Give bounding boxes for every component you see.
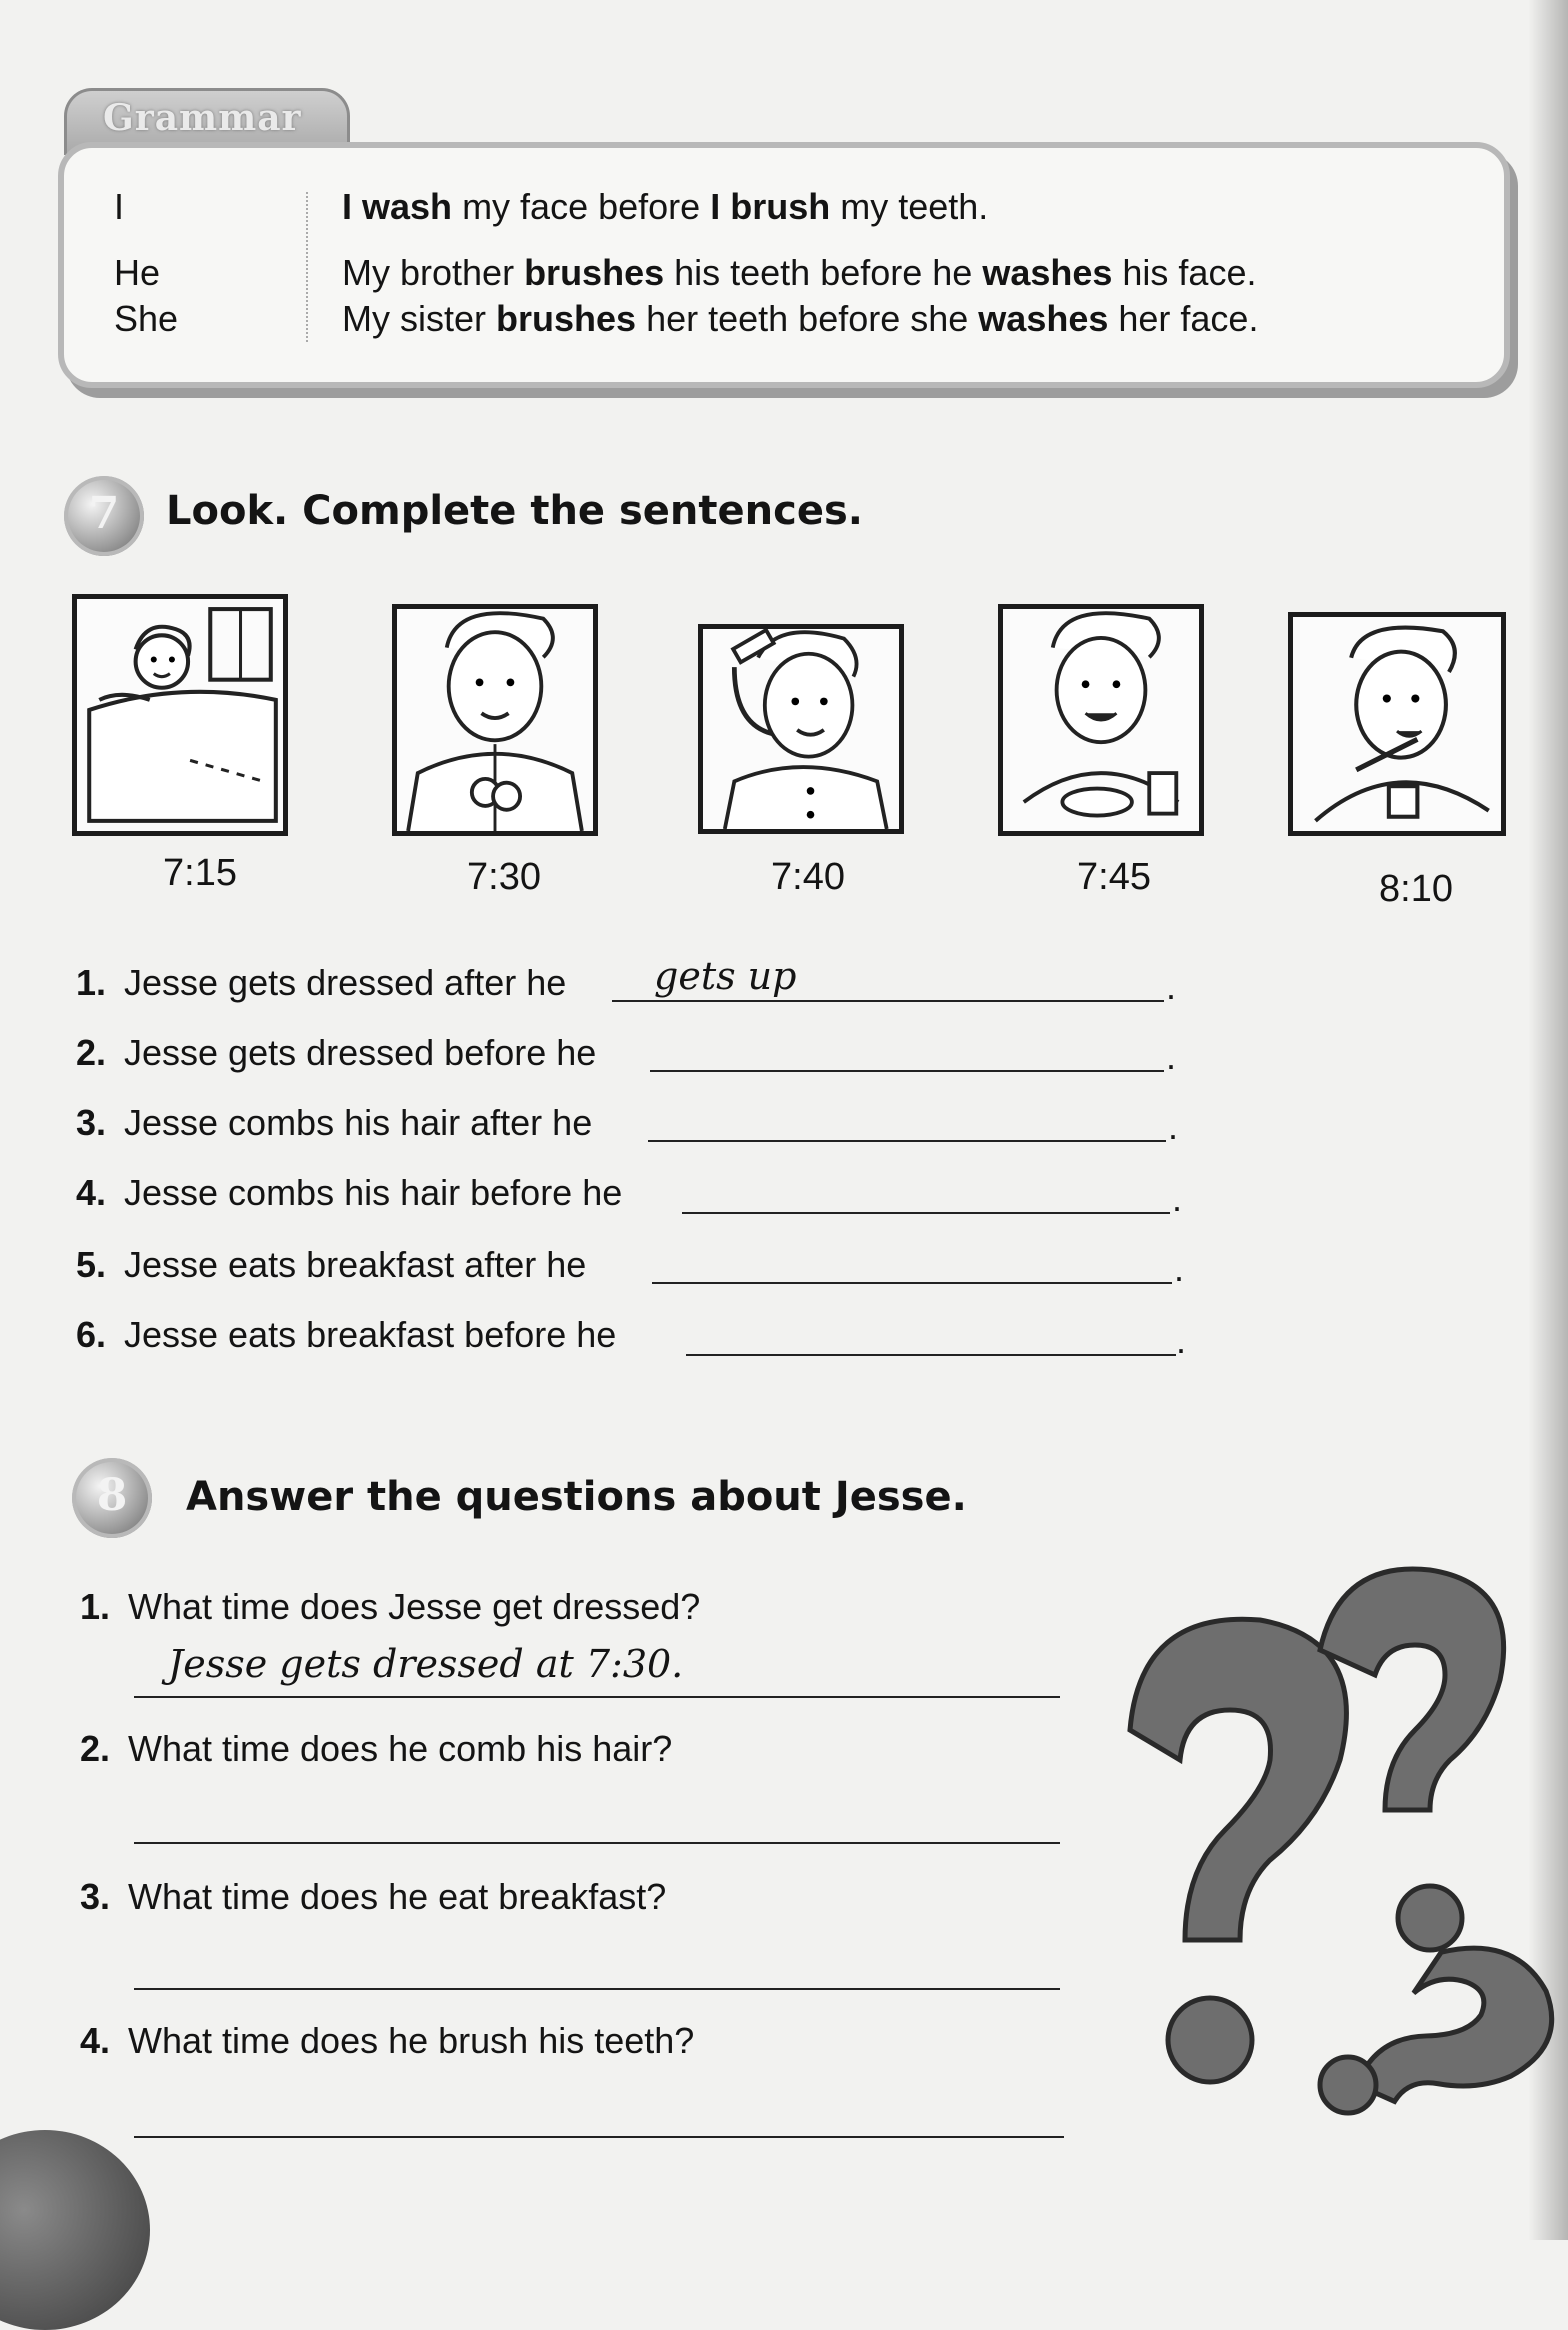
sentence-item: 5. Jesse eats breakfast after he <box>76 1244 587 1285</box>
grammar-sentence <box>342 252 1256 294</box>
sentence-period: . <box>1166 1036 1177 1077</box>
question-item: 3. What time does he eat breakfast? <box>80 1876 667 1917</box>
grammar-box <box>58 142 1510 388</box>
grammar-subject: She <box>114 298 179 339</box>
sentence-item: 3. Jesse combs his hair after he <box>76 1102 593 1143</box>
grammar-subject: I <box>114 186 125 227</box>
grammar-text: my face before <box>452 186 711 227</box>
question-text: What time does he comb his hair? <box>128 1728 673 1769</box>
grammar-text: My sister <box>342 298 497 339</box>
sentence-period: . <box>1176 1320 1187 1361</box>
question-item: 2. What time does he comb his hair? <box>80 1728 673 1769</box>
sentence-period: . <box>1174 1248 1185 1289</box>
sentence-item: 1. Jesse gets dressed after he <box>76 962 567 1003</box>
grammar-text: My brother <box>342 252 525 293</box>
answer-blank[interactable] <box>686 1354 1176 1356</box>
sentence-period: . <box>1168 1106 1179 1147</box>
handwritten-answer: Jesse gets dressed at 7:30. <box>168 1642 684 1686</box>
question-text: What time does he brush his teeth? <box>128 2020 695 2061</box>
answer-line[interactable] <box>134 1696 1060 1698</box>
sentence-text: Jesse eats breakfast before he <box>124 1314 617 1355</box>
time-label: 7:30 <box>467 856 541 898</box>
grammar-sentence <box>342 186 988 228</box>
exercise-8-title: Answer the questions about Jesse. <box>186 1474 967 1520</box>
time-label: 7:45 <box>1077 856 1151 898</box>
sentence-item: 2. Jesse gets dressed before he <box>76 1032 597 1073</box>
time-label: 7:15 <box>163 852 237 894</box>
grammar-text: I <box>342 186 363 227</box>
exercise-8-number: 8 <box>96 1470 128 1521</box>
answer-blank[interactable] <box>652 1282 1172 1284</box>
grammar-verb: brush <box>730 186 831 227</box>
boy-eating-breakfast-icon <box>998 604 1204 836</box>
exercise-7-badge <box>64 476 144 556</box>
time-label: 7:40 <box>771 856 845 898</box>
boy-buttoning-shirt-icon <box>392 604 598 836</box>
grammar-text: my teeth. <box>830 186 989 227</box>
answer-line[interactable] <box>134 1842 1060 1844</box>
grammar-verb: brushes <box>496 298 637 339</box>
sentence-text: Jesse gets dressed after he <box>124 962 567 1003</box>
exercise-7-number: 7 <box>88 488 120 539</box>
page-number-corner <box>0 2130 150 2330</box>
answer-line[interactable] <box>134 2136 1064 2138</box>
exercise-8-badge <box>72 1458 152 1538</box>
question-text: What time does Jesse get dressed? <box>128 1586 701 1627</box>
sentence-item: 4. Jesse combs his hair before he <box>76 1172 623 1213</box>
grammar-text: her teeth before she <box>636 298 979 339</box>
grammar-tab-label: Grammar <box>103 97 302 139</box>
answer-line[interactable] <box>134 1988 1060 1990</box>
grammar-text: his face. <box>1112 252 1257 293</box>
grammar-verb: washes <box>982 252 1113 293</box>
sentence-item: 6. Jesse eats breakfast before he <box>76 1314 617 1355</box>
grammar-verb: wash <box>362 186 453 227</box>
handwritten-answer: gets up <box>654 954 797 998</box>
sentence-period: . <box>1166 966 1177 1007</box>
boy-brushing-teeth-icon <box>1288 612 1506 836</box>
grammar-text: his teeth before he <box>664 252 983 293</box>
grammar-verb: brushes <box>524 252 665 293</box>
sentence-text: Jesse gets dressed before he <box>124 1032 597 1073</box>
time-label: 8:10 <box>1379 868 1453 910</box>
exercise-7-title: Look. Complete the sentences. <box>166 488 863 534</box>
question-item: 1. What time does Jesse get dressed? <box>80 1586 701 1627</box>
sentence-text: Jesse combs his hair before he <box>124 1172 623 1213</box>
boy-combing-hair-icon <box>698 624 904 834</box>
boy-in-bed-icon <box>72 594 288 836</box>
grammar-sentence <box>342 298 1258 340</box>
grammar-subject: He <box>114 252 161 293</box>
question-text: What time does he eat breakfast? <box>128 1876 667 1917</box>
question-marks-icon <box>1100 1560 1560 2120</box>
question-item: 4. What time does he brush his teeth? <box>80 2020 695 2061</box>
sentence-text: Jesse eats breakfast after he <box>124 1244 587 1285</box>
grammar-verb: washes <box>978 298 1109 339</box>
answer-blank[interactable] <box>612 1000 1164 1002</box>
answer-blank[interactable] <box>648 1140 1166 1142</box>
grammar-text: her face. <box>1108 298 1259 339</box>
answer-blank[interactable] <box>650 1070 1164 1072</box>
answer-blank[interactable] <box>682 1212 1170 1214</box>
grammar-divider <box>306 192 308 342</box>
sentence-text: Jesse combs his hair after he <box>124 1102 593 1143</box>
grammar-text: I <box>710 186 731 227</box>
sentence-period: . <box>1172 1178 1183 1219</box>
